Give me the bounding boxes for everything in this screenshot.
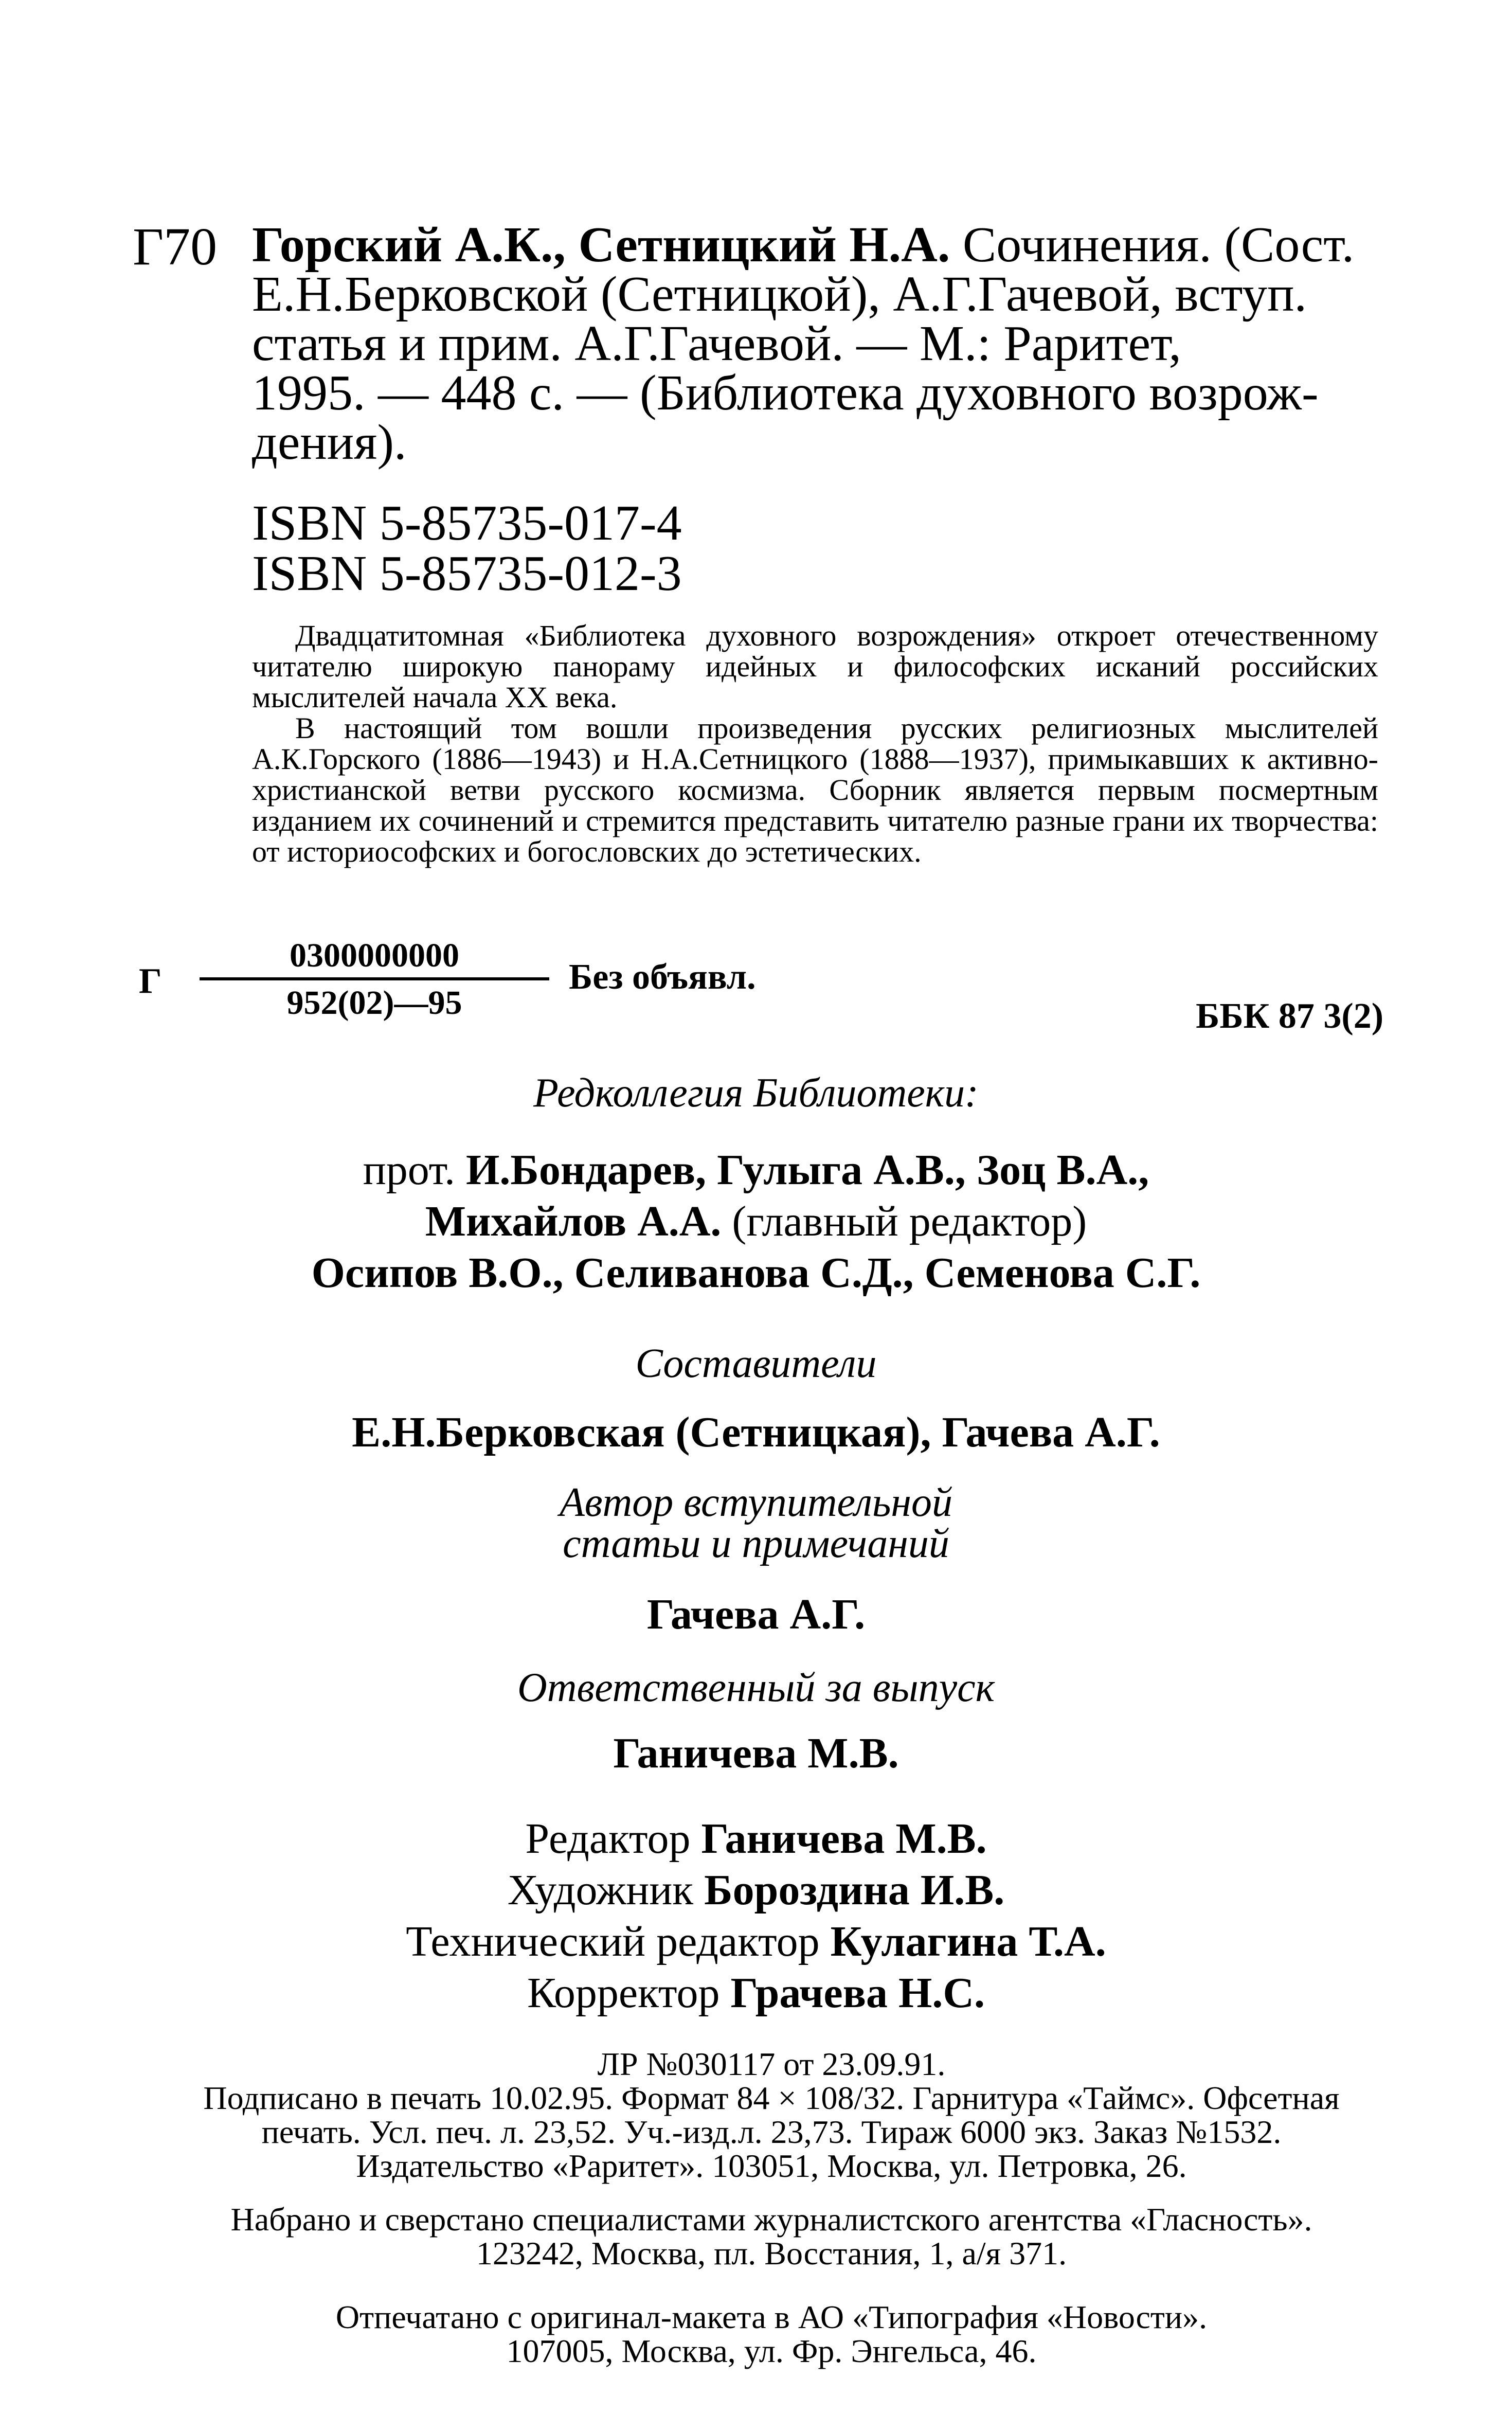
staff-tech-editor (0, 1917, 1512, 1966)
staff-role: Корректор (527, 1969, 731, 2017)
printing-address: 107005, Москва, ул. Фр. Энгельса, 46. (506, 2333, 1037, 2369)
responsible-heading: Ответственный за выпуск (517, 1665, 995, 1710)
board-line-2 (0, 1196, 1512, 1246)
annotation-paragraph-1: Двадцатитомная «Библиотека духовного возрождения» откроет отечественному читателю широкую панораму идейных и философских исканий российских мыслителей начала XX века. (252, 619, 1378, 714)
staff-role: Технический редактор (406, 1918, 831, 1965)
isbn-series: ISBN 5-85735-012-3 (252, 546, 682, 601)
entry-line-3: статья и прим. А.Г.Гачевой. — М.: Раритет, (252, 316, 1182, 371)
imprint-details (154, 2047, 1389, 2183)
imprint-typesetting (154, 2203, 1389, 2270)
classification-note: Без объявл. (569, 957, 756, 997)
imprint-print-info-1: Подписано в печать 10.02.95. Формат 84 × 108/32. Гарнитура «Таймс». Офсетная (203, 2080, 1340, 2116)
staff-name: Ганичева М.В. (701, 1815, 987, 1863)
entry-line-4: 1995. — 448 с. — (Библиотека духовного возрож- (252, 365, 1319, 421)
imprint-publisher: Издательство «Раритет». 103051, Москва, ул. Петровка, 26. (356, 2148, 1187, 2184)
staff-name: Грачева Н.С. (730, 1969, 985, 2017)
board-names-1: И.Бондарев, Гулыга А.В., Зоц В.А., (466, 1146, 1149, 1194)
isbn-volume: ISBN 5-85735-017-4 (252, 495, 682, 551)
chief-editor-role: (главный редактор) (721, 1197, 1087, 1245)
fraction-numerator: 0300000000 (290, 937, 459, 974)
intro-author-heading-2: статьи и примечаний (563, 1521, 949, 1566)
classification-letter: Г (139, 961, 162, 1001)
fraction-denominator: 952(02)—95 (286, 984, 462, 1022)
typesetting-address: 123242, Москва, пл. Восстания, 1, а/я 371. (476, 2235, 1067, 2272)
board-heading: Редколлегия Библиотеки: (533, 1070, 979, 1116)
bbk-code: ББК 87 3(2) (1196, 996, 1383, 1036)
entry-title: Сочинения. (Сост. (950, 217, 1355, 273)
entry-line-2: Е.Н.Берковской (Сетницкой), А.Г.Гачевой, вступ. (252, 266, 1307, 322)
bibliographic-entry (252, 217, 1373, 470)
entry-line-5: дения). (252, 415, 407, 470)
classification-block (139, 936, 1383, 1039)
entry-authors: Горский А.К., Сетницкий Н.А. (252, 217, 950, 273)
isbn-block (252, 495, 682, 601)
printing-house: Отпечатано с оригинал-макета в АО «Типография «Новости». (335, 2299, 1208, 2335)
compilers-heading: Составители (635, 1341, 877, 1386)
intro-author-name: Гачева А.Г. (646, 1590, 866, 1638)
staff-name: Бороздина И.В. (704, 1866, 1005, 1914)
staff-name: Кулагина Т.А. (830, 1918, 1106, 1965)
imprint-license: ЛР №030117 от 23.09.91. (597, 2046, 946, 2082)
imprint-print-info-2: печать. Усл. печ. л. 23,52. Уч.-изд.л. 23,73. Тираж 6000 экз. Заказ №1532. (261, 2114, 1282, 2150)
board-line-1 (0, 1145, 1512, 1195)
board-prefix: прот. (363, 1146, 466, 1194)
compilers-names: Е.Н.Берковская (Сетницкая), Гачева А.Г. (352, 1408, 1160, 1456)
classification-fraction (200, 936, 549, 1023)
staff-artist (0, 1865, 1512, 1915)
staff-editor (0, 1814, 1512, 1864)
entry-line-1 (252, 217, 1373, 273)
board-line-3: Осипов В.О., Селиванова С.Д., Семенова С.Г. (311, 1249, 1201, 1297)
staff-proofreader (0, 1968, 1512, 2018)
chief-editor-name: Михайлов А.А. (425, 1197, 722, 1245)
staff-role: Художник (507, 1866, 705, 1914)
catalog-code: Г70 (133, 217, 218, 276)
intro-author-heading-1: Автор вступительной (559, 1480, 953, 1525)
imprint-printing (154, 2300, 1389, 2368)
typesetting-agency: Набрано и сверстано специалистами журналистского агентства «Гласность». (230, 2201, 1312, 2238)
annotation-paragraph-2: В настоящий том вошли произведения русских религиозных мыслителей А.К.Горского (1886—1943) и Н.А.Сетницкого (1888—1937), примыкавших к активно-христианской ветви русского космизма. Сборник является первым посмертным изданием их сочинений и стремится представить читателю разные грани их творчества: от историософских и богословских до эстетических. (252, 711, 1378, 868)
annotation (252, 620, 1378, 867)
staff-role: Редактор (525, 1815, 701, 1863)
responsible-name: Ганичева М.В. (613, 1729, 899, 1777)
fraction-bar (200, 977, 549, 980)
